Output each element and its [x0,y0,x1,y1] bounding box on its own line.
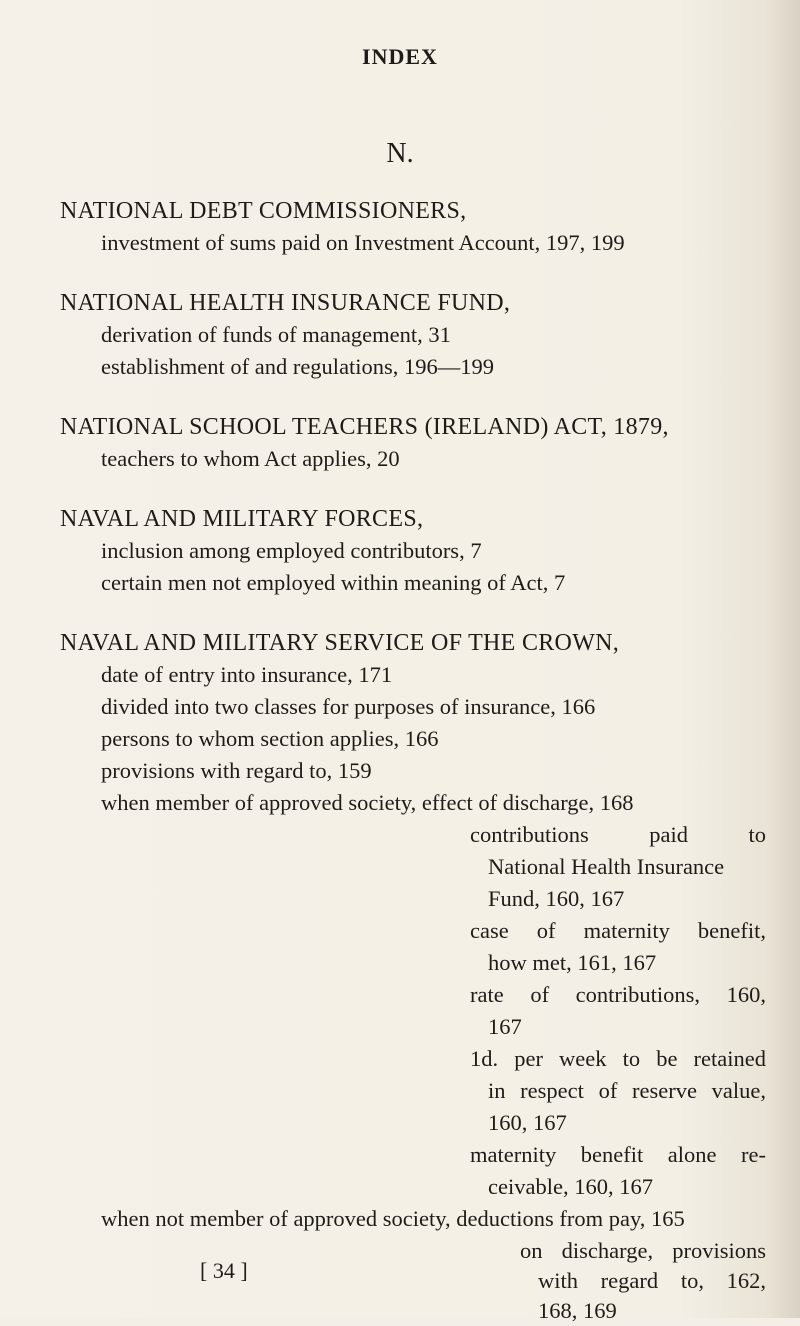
entry-heading: NATIONAL SCHOOL TEACHERS (IRELAND) ACT, 1879, [60,414,669,440]
nested-line: rate of contributions, 160, [470,982,766,1007]
entry-line: investment of sums paid on Investment Account, 197, 199 [101,230,625,255]
entry-line: divided into two classes for purposes of insurance, 166 [101,694,596,719]
nested-line: 1d. per week to be retained [470,1046,766,1071]
page-header: INDEX [362,44,438,69]
nested-line: maternity benefit alone re- [470,1142,766,1167]
entry-line: persons to whom section applies, 166 [101,726,439,751]
nested-line: 160, 167 [488,1110,567,1135]
entry-line: inclusion among employed contributors, 7 [101,538,482,563]
nested-line: with regard to, 162, [538,1268,766,1293]
nested-line: on discharge, provisions [520,1238,766,1263]
page-number: [ 34 ] [200,1258,248,1283]
entry-heading: NAVAL AND MILITARY FORCES, [60,506,424,532]
section-letter: N. [386,138,414,169]
nested-line: how met, 161, 167 [488,950,657,975]
entry-heading: NATIONAL DEBT COMMISSIONERS, [60,198,467,224]
nested-line: case of maternity benefit, [470,918,766,943]
nested-line: 168, 169 [538,1298,617,1323]
nested-line: 167 [488,1014,522,1039]
entry-line: teachers to whom Act applies, 20 [101,446,400,471]
entry-heading: NATIONAL HEALTH INSURANCE FUND, [60,290,511,316]
nested-line: National Health Insurance [488,854,725,879]
entry-heading: NAVAL AND MILITARY SERVICE OF THE CROWN, [60,630,620,656]
entry-line: establishment of and regulations, 196—199 [101,354,495,379]
nested-line: Fund, 160, 167 [488,886,625,911]
entry-line: when not member of approved society, deductions from pay, 165 [101,1206,685,1231]
entry-line: certain men not employed within meaning of Act, 7 [101,570,566,595]
nested-line: ceivable, 160, 167 [488,1174,653,1199]
entry-line: provisions with regard to, 159 [101,758,372,783]
nested-line: contributions paid to [470,822,766,847]
nested-line: in respect of reserve value, [488,1078,766,1103]
entry-line: derivation of funds of management, 31 [101,322,451,347]
entry-line: date of entry into insurance, 171 [101,662,393,687]
entry-line: when member of approved society, effect of discharge, 168 [101,790,634,815]
